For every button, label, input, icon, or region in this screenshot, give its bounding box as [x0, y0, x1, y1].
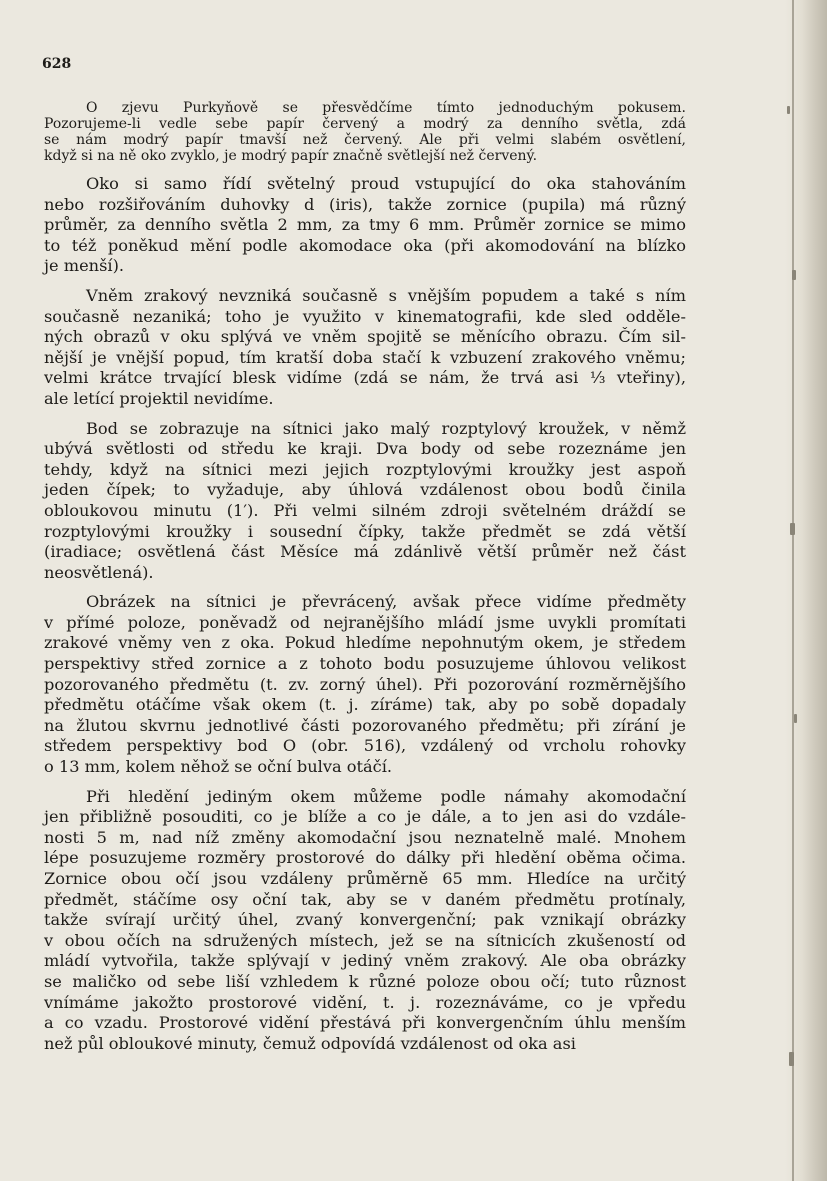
text-line: Při hledění jediným okem můžeme podle námahy akomodační: [86, 786, 686, 806]
paragraph: [44, 787, 686, 1055]
text-line: ubývá světlosti od středu ke kraji. Dva body od sebe rozeznáme jen: [44, 439, 686, 459]
text-line: O zjevu Purkyňově se přesvědčíme tímto jednoduchým pokusem.: [86, 100, 686, 116]
text-line: Zornice obou očí jsou vzdáleny průměrně 65 mm. Hledíce na určitý: [44, 869, 686, 888]
text-line: na žlutou skvrnu jednotlivé části pozorovaného předmětu; při zírání je: [44, 715, 686, 735]
text-line: nebo rozšiřováním duhovky d (iris), takže zornice (pupila) má různý: [44, 194, 686, 214]
body-text: [44, 100, 686, 1063]
text-line: se nám modrý papír tmavší než červený. Ale při velmi slabém osvětlení,: [44, 132, 686, 148]
page-number: 628: [42, 56, 72, 72]
text-line: vnímáme jakožto prostorové vidění, t. j. rozeznáváme, co je vpředu: [44, 992, 686, 1012]
text-line: Pozorujeme-li vedle sebe papír červený a modrý za denního světla, zdá: [44, 116, 686, 132]
paragraph: [44, 286, 686, 410]
text-line: takže svírají určitý úhel, zvaný konvergenční; pak vznikají obrázky: [44, 910, 686, 930]
text-line: Oko si samo řídí světelný proud vstupující do oka stahováním: [86, 174, 686, 193]
text-line: současně nezaniká; toho je využito v kinematografii, kde sled odděle-: [44, 306, 686, 326]
paragraph: [44, 419, 686, 584]
text-line: jen přibližně posouditi, co je blíže a co je dále, a to jen asi do vzdále-: [44, 807, 686, 827]
text-line: o 13 mm, kolem něhož se oční bulva otáčí.: [44, 757, 393, 777]
text-line: lépe posuzujeme rozměry prostorové do dálky při hledění oběma očima.: [44, 848, 686, 868]
text-line: předmětu otáčíme však okem (t. j. zíráme) tak, aby po sobě dopadaly: [44, 695, 686, 715]
text-line: ných obrazů v oku splývá ve vněm spojitě se měnícího obrazu. Čím sil-: [44, 327, 686, 347]
text-line: pozorovaného předmětu (t. zv. zorný úhel). Při pozorování rozměrnějšího: [44, 674, 686, 694]
text-line: mládí vytvořila, takže splývají v jediný vněm zrakový. Ale oba obrázky: [44, 951, 686, 971]
text-line: Bod se zobrazuje na sítnici jako malý rozptylový kroužek, v němž: [86, 418, 686, 438]
text-line: průměr, za denního světla 2 mm, za tmy 6 mm. Průměr zornice se mimo: [44, 215, 686, 235]
text-line: neosvětlená).: [44, 562, 154, 582]
text-line: když si na ně oko zvyklo, je modrý papír značně světlejší než červený.: [44, 148, 538, 164]
paragraph: [44, 592, 686, 777]
text-line: zrakové vněmy ven z oka. Pokud hledíme nepohnutým okem, je středem: [44, 633, 686, 653]
text-line: Obrázek na sítnici je převrácený, avšak přece vidíme předměty: [86, 592, 686, 612]
text-line: perspektivy střed zornice a z tohoto bodu posuzujeme úhlovou velikost: [44, 654, 686, 674]
text-line: tehdy, když na sítnici mezi jejich rozptylovými kroužky jest aspoň: [44, 459, 686, 479]
text-line: než půl obloukové minuty, čemuž odpovídá vzdálenost od oka asi: [44, 1033, 576, 1053]
paragraph: [44, 100, 686, 164]
text-line: středem perspektivy bod O (obr. 516), vzdálený od vrcholu rohovky: [44, 736, 686, 756]
text-line: nosti 5 m, nad níž změny akomodační jsou neznatelně malé. Mnohem: [44, 827, 686, 847]
text-line: to též poněkud mění podle akomodace oka (při akomodování na blízko: [44, 235, 686, 255]
page-fold-line: [792, 0, 794, 1181]
text-line: obloukovou minutu (1′). Při velmi silném zdroji světelném dráždí se: [44, 500, 686, 520]
text-line: je menší).: [44, 256, 125, 276]
paragraph: [44, 174, 686, 277]
text-line: (iradiace; osvětlená část Měsíce má zdánlivě větší průměr než část: [44, 542, 686, 562]
text-line: v obou očích na sdružených místech, jež se na sítnicích zkušeností od: [44, 930, 686, 950]
text-line: velmi krátce trvající blesk vidíme (zdá se nám, že trvá asi ⅓ vteřiny),: [44, 368, 686, 388]
text-line: jeden čípek; to vyžaduje, aby úhlová vzdálenost obou bodů činila: [44, 480, 686, 500]
text-line: předmět, stáčíme osy oční tak, aby se v daném předmětu protínaly,: [44, 889, 686, 909]
text-line: se maličko od sebe liší vzhledem k různé poloze obou očí; tuto různost: [44, 971, 686, 991]
text-line: rozptylovými kroužky i sousední čípky, takže předmět se zdá větší: [44, 521, 686, 541]
text-line: Vněm zrakový nevzniká současně s vnějším popudem a také s ním: [86, 285, 686, 305]
text-line: v přímé poloze, poněvadž od nejranějšího mládí jsme uvykli promítati: [44, 612, 686, 632]
text-line: nější je vnější popud, tím kratší doba stačí k vzbuzení zrakového vněmu;: [44, 347, 686, 367]
text-line: a co vzadu. Prostorové vidění přestává při konvergenčním úhlu menším: [44, 1013, 686, 1033]
text-line: ale letící projektil nevidíme.: [44, 388, 274, 408]
